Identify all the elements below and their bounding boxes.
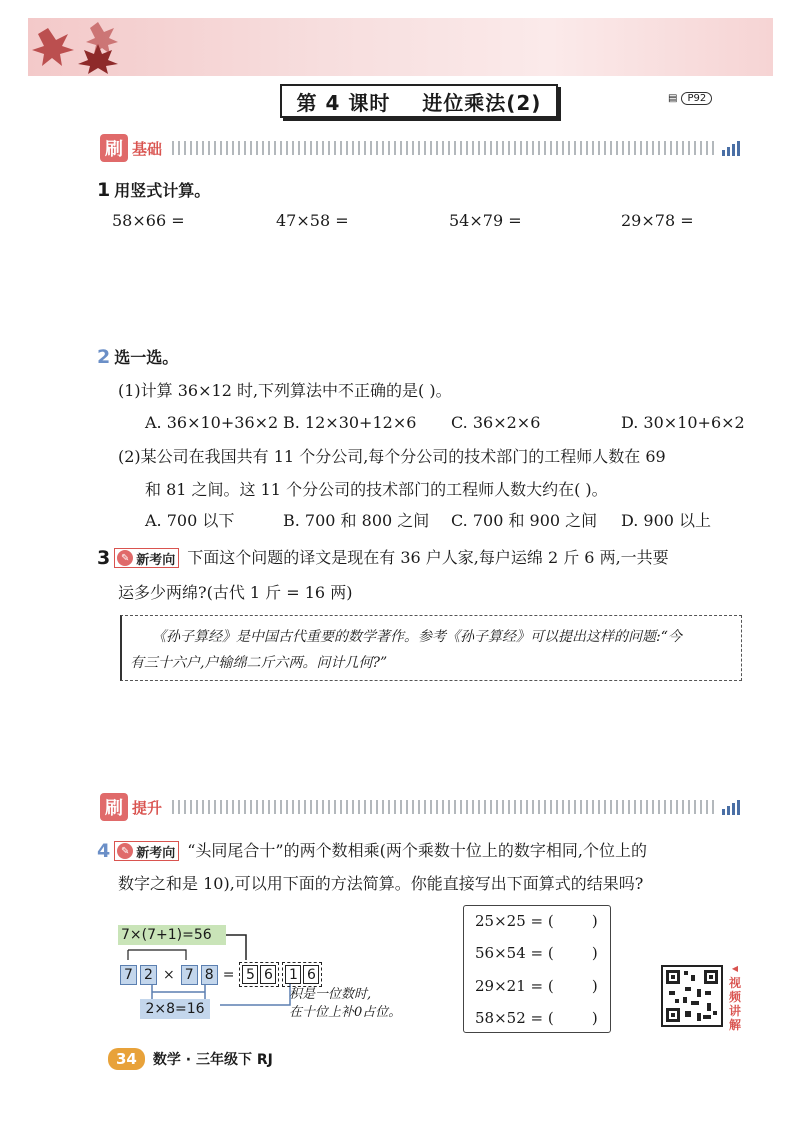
- video-label-char: 讲: [728, 1004, 741, 1018]
- question-2-header: [97, 345, 178, 368]
- footer-subject: 数学 · 三年级下 RJ: [152, 1052, 273, 1068]
- note-line: 在十位上补0占位。: [289, 1005, 402, 1020]
- play-arrow-icon: ◀: [731, 964, 739, 973]
- compass-icon: ✎: [117, 843, 133, 859]
- q1-item: 29×78 =: [621, 211, 694, 230]
- brush-icon: 刷: [100, 793, 128, 821]
- decor-ticks: [172, 800, 714, 814]
- tag-label: 新考向: [136, 552, 176, 568]
- question-1-header: [97, 178, 210, 201]
- header-banner: [28, 18, 773, 76]
- q4-text: 数字之和是 10),可以用下面的方法简算。你能直接写出下面算式的结果吗?: [118, 874, 644, 893]
- lesson-title: 第 4 课时 进位乘法(2): [280, 84, 558, 118]
- option: A. 700 以下: [145, 511, 235, 530]
- answer-item: 25×25 = ( ): [475, 912, 598, 930]
- signal-bars-icon: [722, 800, 740, 815]
- option: B. 12×30+12×6: [283, 413, 417, 432]
- section-label: 提升: [132, 798, 163, 817]
- video-label-char: 频: [728, 990, 741, 1004]
- digit-box: 7: [120, 965, 137, 985]
- option: B. 700 和 800 之间: [283, 511, 430, 530]
- video-label-char: 视: [728, 976, 741, 990]
- option: C. 700 和 900 之间: [451, 511, 598, 530]
- section-advanced: [100, 792, 740, 822]
- question-title: 用竖式计算。: [114, 181, 211, 200]
- formula-box: 7×(7+1)=56: [118, 925, 226, 945]
- q1-item: 47×58 =: [276, 211, 349, 230]
- result-digit: 6: [303, 965, 319, 984]
- question-number: 1: [97, 178, 111, 201]
- question-number: 3: [97, 547, 111, 569]
- question-number: 4: [97, 840, 111, 862]
- q2-part2-stem: (2)某公司在我国共有 11 个分公司,每个分公司的技术部门的工程师人数在 69: [118, 447, 666, 466]
- question-3-header: [97, 547, 669, 569]
- option: D. 900 以上: [621, 511, 712, 530]
- option: C. 36×2×6: [451, 413, 541, 432]
- quote-box: [120, 615, 742, 681]
- q1-item: 54×79 =: [449, 211, 522, 230]
- q3-text: 下面这个问题的译文是现在有 36 户人家,每户运绵 2 斤 6 两,一共要: [187, 548, 669, 567]
- answer-item: 29×21 = ( ): [475, 977, 598, 995]
- note-line: 积是一位数时,: [289, 987, 372, 1002]
- result-digit: 5: [242, 965, 258, 984]
- brush-icon: 刷: [100, 134, 128, 162]
- video-explain-tab[interactable]: [726, 962, 744, 1032]
- answer-item: 56×54 = ( ): [475, 944, 598, 962]
- video-label-char: 解: [728, 1018, 741, 1032]
- result-group: [282, 962, 322, 987]
- question-title: 选一选。: [114, 348, 179, 367]
- signal-bars-icon: [722, 141, 740, 156]
- maple-leaf-icon: [68, 42, 128, 76]
- page-footer: [108, 1047, 273, 1071]
- digit-row: [120, 962, 322, 987]
- book-icon: ▤: [668, 93, 678, 104]
- section-label: 基础: [132, 139, 163, 158]
- quote-line: 有三十六户,户输绵二斤六两。问计几何?”: [130, 655, 388, 671]
- page-reference: [668, 92, 712, 105]
- q3-text: 运多少两绵?(古代 1 斤 = 16 两): [118, 583, 353, 602]
- q2-part1-stem: (1)计算 36×12 时,下列算法中不正确的是( )。: [118, 381, 452, 400]
- question-number: 2: [97, 345, 111, 368]
- question-4-header: [97, 840, 647, 862]
- digit-box: 2: [140, 965, 157, 985]
- result-digit: 6: [260, 965, 276, 984]
- equals-sign: =: [222, 966, 235, 983]
- compass-icon: ✎: [117, 550, 133, 566]
- digit-box: 8: [201, 965, 218, 985]
- q2-part2-stem: 和 81 之间。这 11 个分公司的技术部门的工程师人数大约在( )。: [145, 480, 608, 499]
- result-digit: 1: [285, 965, 301, 984]
- quote-line: 《孙子算经》是中国古代重要的数学著作。参考《孙子算经》可以提出这样的问题:“今: [152, 629, 682, 645]
- new-trend-tag: [114, 548, 179, 568]
- diagram-note: [289, 986, 401, 1022]
- digit-box: 7: [181, 965, 198, 985]
- section-basic: [100, 133, 740, 163]
- new-trend-tag: [114, 841, 179, 861]
- sum-box: 2×8=16: [140, 999, 210, 1019]
- option: D. 30×10+6×2: [621, 413, 745, 432]
- tag-label: 新考向: [136, 845, 176, 861]
- times-sign: ×: [163, 966, 175, 983]
- option: A. 36×10+36×2: [145, 413, 279, 432]
- decor-ticks: [172, 141, 714, 155]
- result-group: [239, 962, 279, 987]
- qr-code-icon[interactable]: [661, 965, 723, 1027]
- q4-text: “头同尾合十”的两个数相乘(两个乘数十位上的数字相同,个位上的: [187, 841, 647, 860]
- answer-item: 58×52 = ( ): [475, 1009, 598, 1027]
- page-ref-label: P92: [681, 92, 712, 105]
- q1-item: 58×66 =: [112, 211, 185, 230]
- page-number: 34: [108, 1048, 145, 1070]
